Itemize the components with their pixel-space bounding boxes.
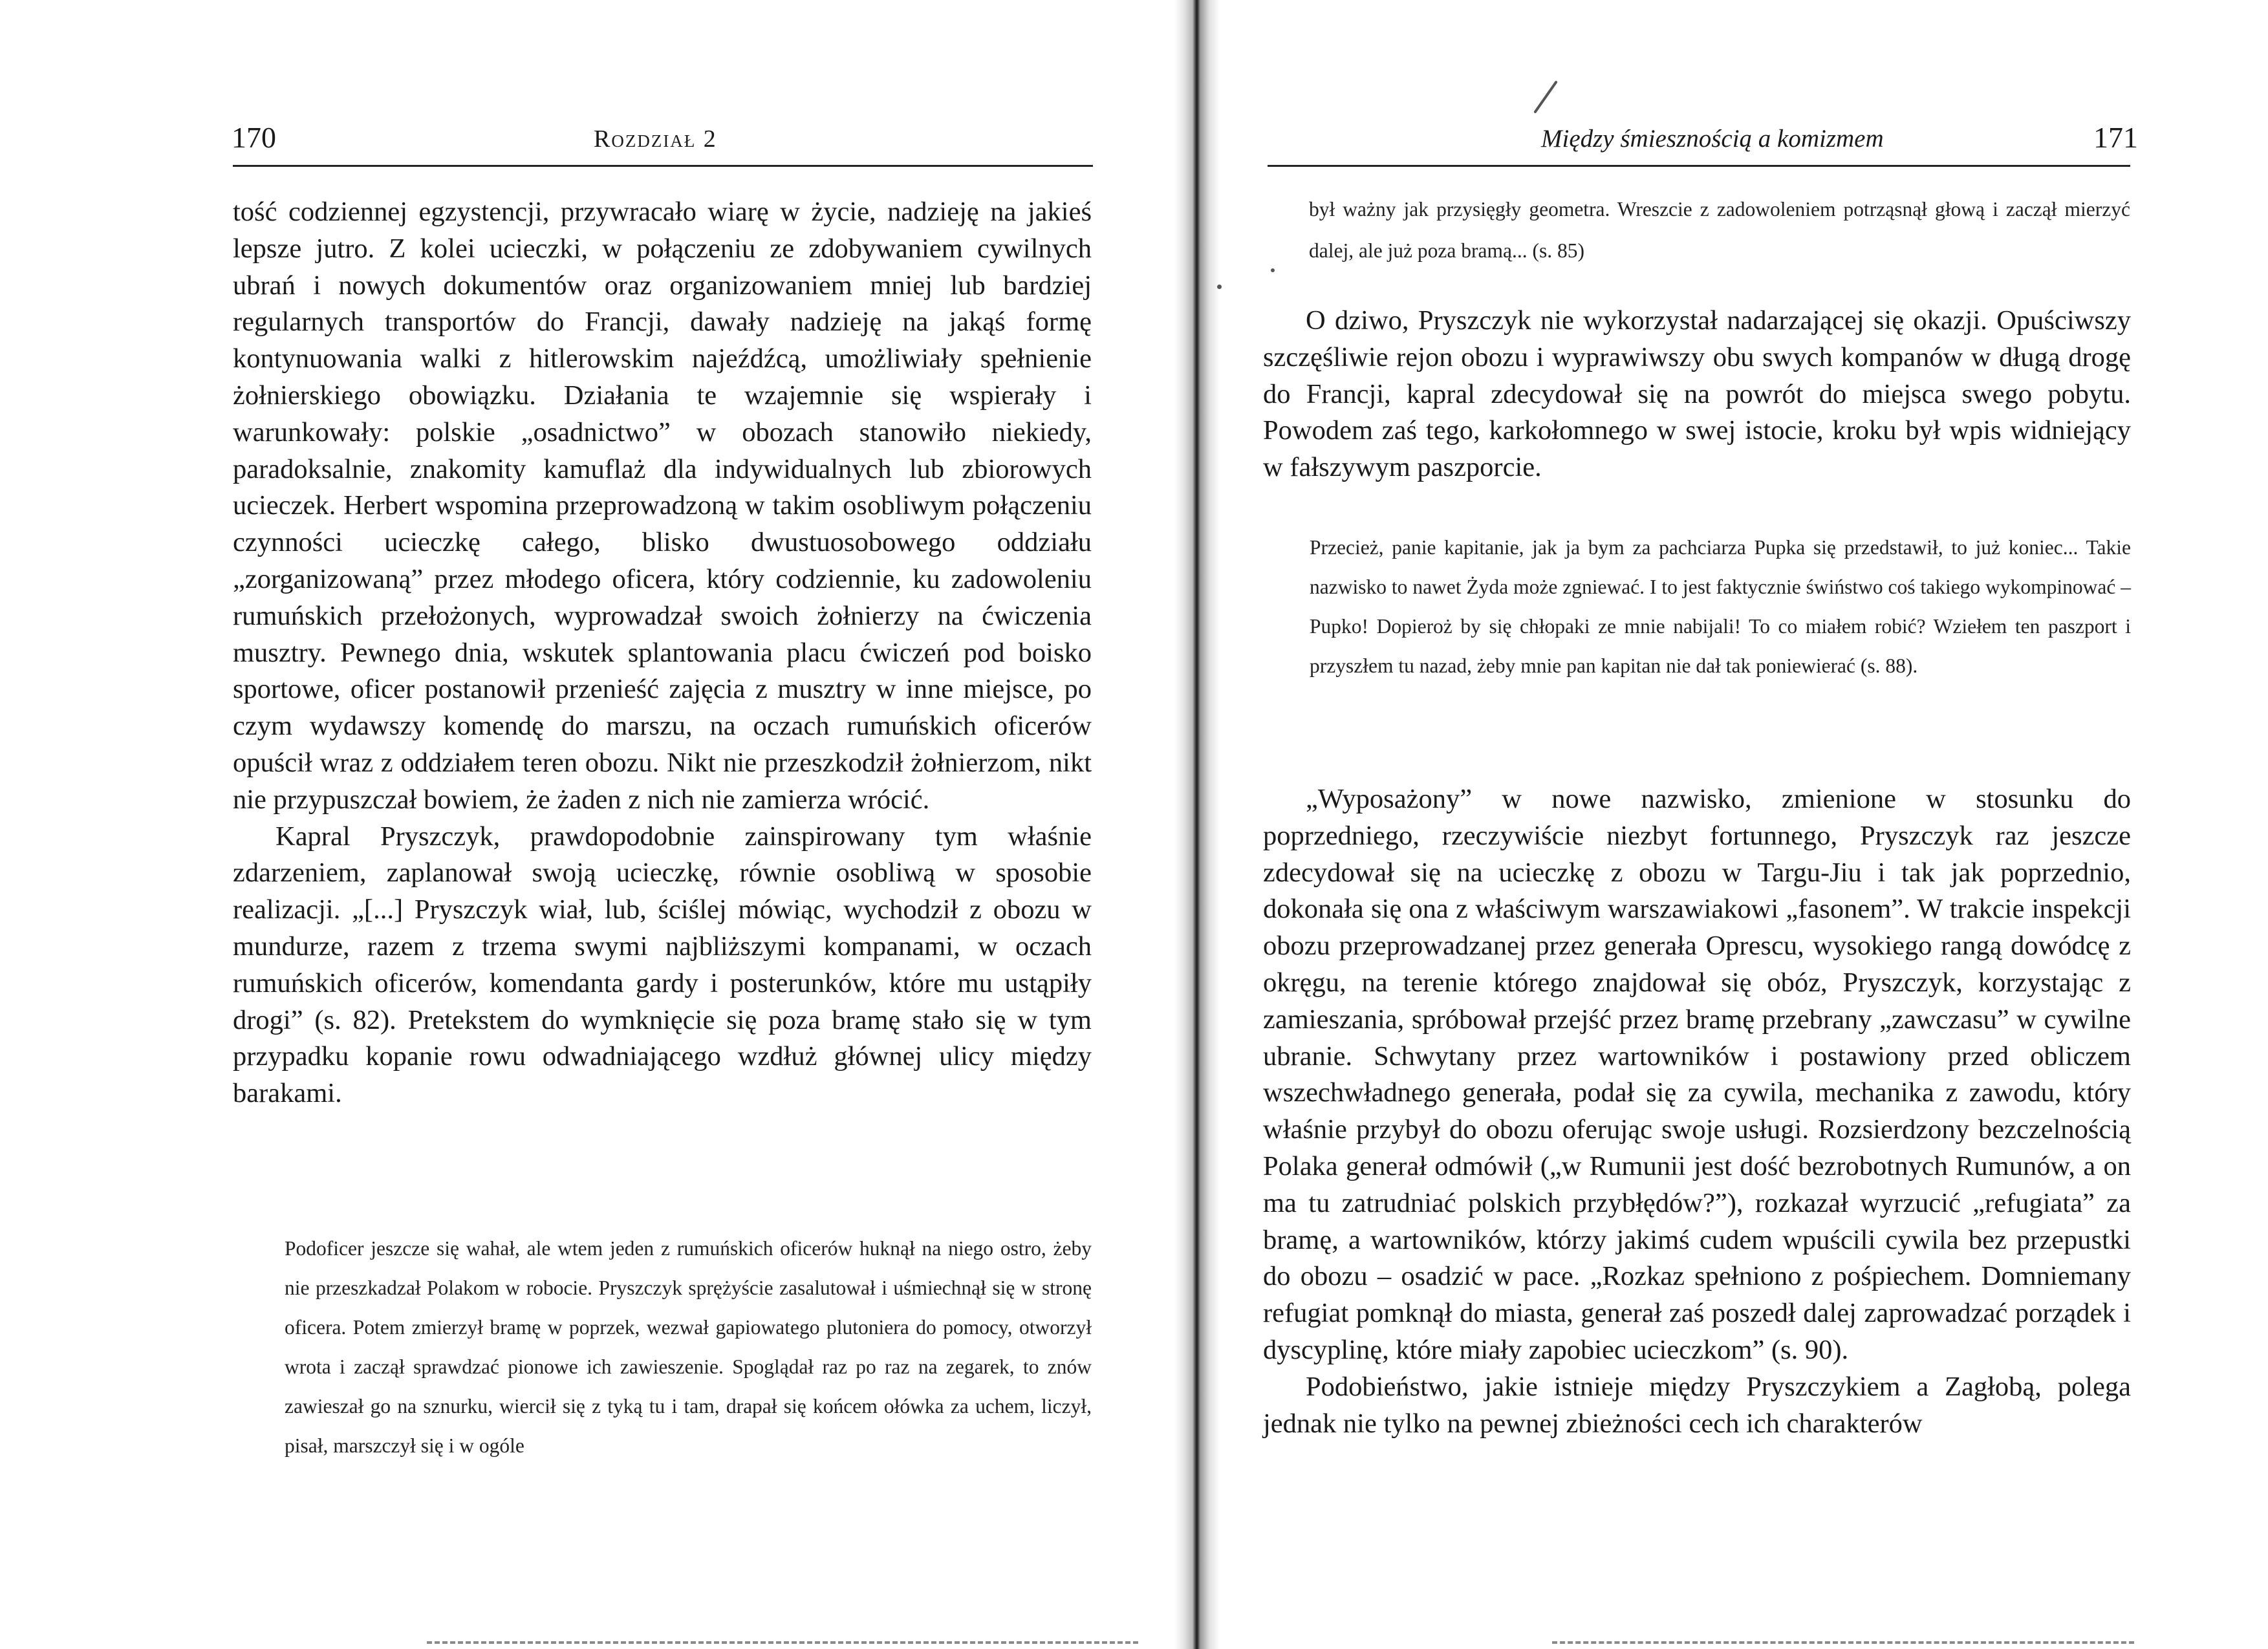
quote-text: był ważny jak przysięgły geometra. Wreszcie z zadowoleniem potrząsnął głową i zaczął mierzyć dalej, ale już poza bramą... (s. 85) — [1309, 198, 2130, 262]
body-text — [233, 194, 1092, 1112]
body-text — [1263, 303, 2131, 486]
running-head: Rozdział 2 — [594, 125, 717, 153]
block-quote — [285, 1229, 1092, 1465]
running-head: Między śmiesznością a komizmem — [1541, 125, 1884, 153]
paragraph: „Wyposażony” w nowe nazwisko, zmienione w stosunku do poprzedniego, rzeczywiście niezbyt fortunnego, Pryszczyk raz jeszcze zdecydował się na ucieczkę z obozu w Targu-Jiu i tak jak poprzednio, dokonała się ona z właściwym warszawiakowi „fasonem”. W trakcie inspekcji obozu przeprowadzanej przez generała Oprescu, wysokiego rangą dowódcę z okręgu, na terenie którego znajdował się obóz, Pryszczyk, korzystając z zamieszania, spróbował przejść przez bramę przebrany „zawczasu” w cywilne ubranie. Schwytany przez wartowników i postawiony przed obliczem wszechwładnego generała, podał się za cywila, mechanika z zawodu, który właśnie przybył do obozu oferując swoje usługi. Rozsierdzony bezczelnością Polaka generał odmówił („w Rumunii jest dość bezrobotnych Rumunów, a on ma tu zatrudniać polskich przybłędów?”), rozkazał wyrzucić „refugiata” za bramę, a wartowników, którzy jakimś cudem wpuścili cywila bez przepustki do obozu – osadzić w pace. „Rozkaz spełniono z pośpiechem. Domniemany refugiat pomknął do miasta, generał zaś poszedł dalej zaprowadzać porządek i dyscyplinę, które miały zapobiec ucieczkom” (s. 90). — [1263, 784, 2131, 1365]
header-rule — [1268, 165, 2130, 167]
paragraph: O dziwo, Pryszczyk nie wykorzystał nadarzającej się okazji. Opuściwszy szczęśliwie rejon obozu i wyprawiwszy obu swych kompanów w długą drogę do Francji, kapral zdecydował się na powrót do miejsca swego pobytu. Powodem zaś tego, karkołomnego w swej istocie, kroku był wpis widniejący w fałszywym paszporcie. — [1263, 305, 2131, 483]
paragraph: tość codziennej egzystencji, przywracało wiarę w życie, nadzieję na jakieś lepsze jutro. Z kolei ucieczki, w połączeniu ze zdobywaniem cywilnych ubrań i nowych dokumentów oraz organizowaniem mniej lub bardziej regularnych transportów do Francji, dawały nadzieję na jakąś formę kontynuowania walki z hitlerowskim najeźdźcą, umożliwiały spełnienie żołnierskiego obowiązku. Działania te wzajemnie się wspierały i warunkowały: polskie „osadnictwo” w obozach stanowiło niekiedy, paradoksalnie, znakomity kamuflaż dla indywidualnych lub zbiorowych ucieczek. Herbert wspomina przeprowadzoną w takim osobliwym połączeniu czynności ucieczkę całego, blisko dwustuosobowego oddziału „zorganizowaną” przez młodego oficera, który codziennie, ku zadowoleniu rumuńskich przełożonych, wyprowadzał swoich żołnierzy na ćwiczenia musztry. Pewnego dnia, wskutek splantowania placu ćwiczeń pod boisko sportowe, oficer postanowił przenieść zajęcia z musztry w inne miejsce, po czym wydawszy komendę do marszu, na oczach rumuńskich oficerów opuścił wraz z oddziałem teren obozu. Nikt nie przeszkodził żołnierzom, nikt nie przypuszczał bowiem, że żaden z nich nie zamierza wrócić. — [233, 197, 1092, 815]
scan-edge-artifact — [1552, 1641, 2134, 1646]
block-quote — [1309, 189, 2130, 272]
quote-text: Przecież, panie kapitanie, jak ja bym za pachciarza Pupka się przedstawił, to już koniec... Takie nazwisko to nawet Żyda może zgniewać. I to jest faktycznie świństwo coś takiego wykompinować – Pupko! Dopieroż by się chłopaki ze mnie nabijali! To co miałem robić? Wziełem ten paszport i przyszłem tu nazad, żeby mnie pan kapitan nie dał tak poniewierać (s. 88). — [1310, 536, 2131, 677]
scan-speck — [1271, 268, 1275, 272]
block-quote — [1310, 528, 2131, 685]
paragraph: Podobieństwo, jakie istnieje między Pryszczykiem a Zagłobą, polega jednak nie tylko na pewnej zbieżności cech ich charakterów — [1263, 1371, 2131, 1439]
right-page — [1229, 0, 2268, 1649]
paragraph: Kapral Pryszczyk, prawdopodobnie zainspirowany tym właśnie zdarzeniem, zaplanował swoją ucieczkę, równie osobliwą w sposobie realizacji. „[...] Pryszczyk wiał, lub, ściślej mówiąc, wychodził z obozu w mundurze, razem z trzema swymi najbliższymi kompanami, w oczach rumuńskich oficerów, komendanta gardy i posterunków, które mu ustąpiły drogi” (s. 82). Pretekstem do wymknięcie się poza bramę stało się w tym przypadku kopanie rowu odwadniającego wzdłuż głównej ulicy między barakami. — [233, 821, 1092, 1109]
page-number: 171 — [2093, 121, 2138, 154]
quote-text: Podoficer jeszcze się wahał, ale wtem jeden z rumuńskich oficerów huknął na niego ostro, żeby nie przeszkadzał Polakom w robocie. Pryszczyk sprężyście zasalutował i uśmiechnął się w stronę oficera. Potem zmierzył bramę w poprzek, wezwał gapiowatego plutoniera do pomocy, otworzył wrota i zaczął sprawdzać pionowe ich zawieszenie. Spoglądał raz po raz na zegarek, to znów zawieszał go na sznurku, wiercił się z tyką tu i tam, drapał się końcem ołówka za uchem, liczył, pisał, marszczył się i w ogóle — [285, 1237, 1092, 1457]
scan-speck — [1217, 285, 1222, 289]
page-number: 170 — [232, 121, 276, 154]
scan-edge-artifact — [427, 1641, 1138, 1646]
book-spine-gutter — [1164, 0, 1229, 1649]
body-text — [1263, 781, 2131, 1442]
header-rule — [233, 165, 1093, 167]
